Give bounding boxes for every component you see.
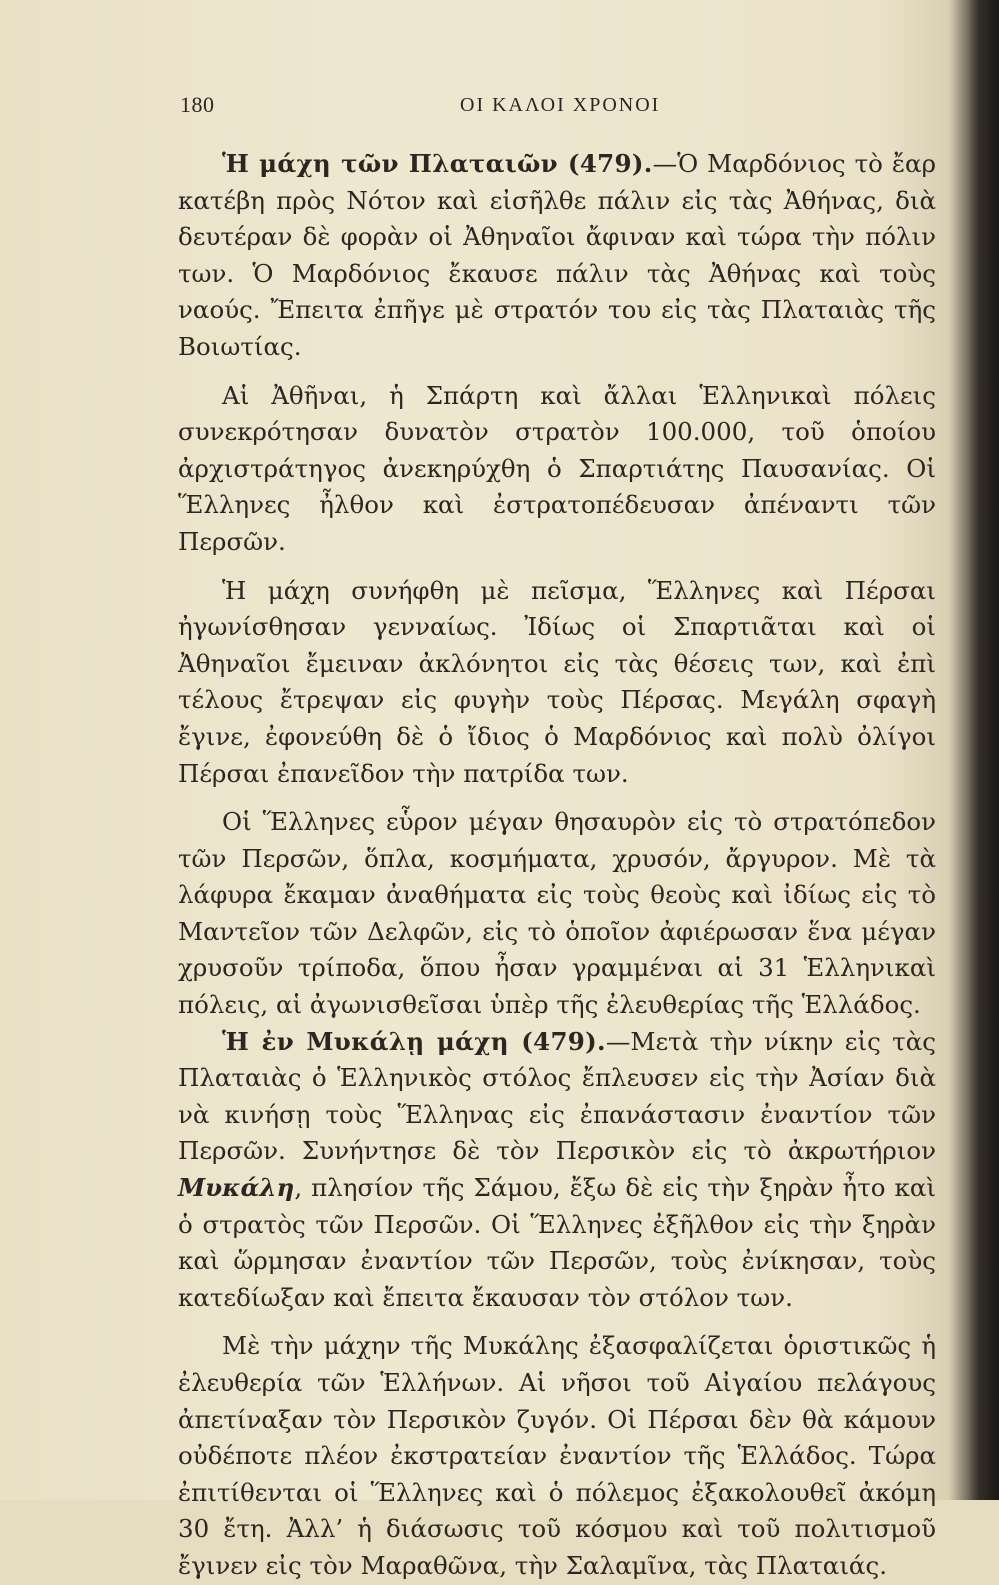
plataea-text-1: —Ὁ Μαρδόνιος τὸ ἔαρ κατέβη πρὸς Νότον καὶ εἰσῆλθε πάλιν εἰς τὰς Ἀθήνας, διὰ δευτέραν δὲ φορὰν οἱ Ἀθηναῖοι ἄφιναν καὶ τώρα τὴν πόλιν των. Ὁ Μαρδόνιος ἔκαυσε πάλιν τὰς Ἀθήνας καὶ τοὺς ναούς. Ἔπειτα ἐπῆγε μὲ στρατόν του εἰς τὰς Πλαταιὰς τῆς Βοιωτίας.: [178, 149, 937, 361]
plataea-paragraph-4: Οἱ Ἕλληνες εὗρον μέγαν θησαυρὸν εἰς τὸ στρατόπεδον τῶν Περσῶν, ὅπλα, κοσμήματα, χρυσόν, ἄργυρον. Μὲ τὰ λάφυρα ἔκαμαν ἀναθήματα εἰς τοὺς θεοὺς καὶ ἰδίως εἰς τὸ Μαντεῖον τῶν Δελφῶν, εἰς τὸ ὁποῖον ἀφιέρωσαν ἕνα μέγαν χρυσοῦν τρίποδα, ὅπου ἦσαν γραμμέναι αἱ 31 Ἑλληνικαὶ πόλεις, αἱ ἀγωνισθεῖσαι ὑπὲρ τῆς ἐλευθερίας τῆς Ἑλλάδος.: [178, 807, 936, 1020]
section-title-mycale: Ἡ ἐν Μυκάλῃ μάχη (479).: [222, 1026, 606, 1056]
mycale-place-name: Μυκάλη: [178, 1173, 295, 1203]
page-number: 180: [180, 92, 215, 117]
page-header: [180, 92, 940, 128]
plataea-paragraph-2: Αἱ Ἀθῆναι, ἡ Σπάρτη καὶ ἄλλαι Ἑλληνικαὶ πόλεις συνεκρότησαν δυνατὸν στρατὸν 100.000, τοῦ ὁποίου ἀρχιστράτηγος ἀνεκηρύχθη ὁ Σπαρτιάτης Παυσανίας. Οἱ Ἕλληνες ἦλθον καὶ ἐστρατοπέδευσαν ἀπέναντι τῶν Περσῶν.: [178, 380, 936, 556]
section-title-plataea: Ἡ μάχη τῶν Πλαταιῶν (479).: [222, 149, 653, 178]
plataea-paragraph-1: [178, 146, 936, 366]
mycale-text-1b: , πλησίον τῆς Σάμου, ἔξω δὲ εἰς τὴν ξηρὰν ἦτο καὶ ὁ στρατὸς τῶν Περσῶν. Οἱ Ἕλληνες ἐξῆλθον εἰς τὴν ξηρὰν καὶ ὥρμησαν ἐναντίον τῶν Περσῶν, τοὺς ἐνίκησαν, τοὺς κατεδίωξαν καὶ ἔπειτα ἔκαυσαν τὸν στόλον των.: [178, 1173, 936, 1312]
body-text: [178, 146, 936, 1585]
mycale-paragraph-1: [178, 1024, 936, 1317]
mycale-paragraph-2: Μὲ τὴν μάχην τῆς Μυκάλης ἐξασφαλίζεται ὁριστικῶς ἡ ἐλευθερία τῶν Ἑλλήνων. Αἱ νῆσοι τοῦ Αἰγαίου πελάγους ἀπετίναξαν τὸν Περσικὸν ζυγόν. Οἱ Πέρσαι δὲν θὰ κάμουν οὐδέποτε πλέον ἐκστρατείαν ἐναντίον τῆς Ἑλλάδος. Τώρα ἐπιτίθενται οἱ Ἕλληνες καὶ ὁ πόλεμος ἐξακολουθεῖ ἀκόμη 30 ἔτη. Ἀλλ’ ἡ διάσωσις τοῦ κόσμου καὶ τοῦ πολιτισμοῦ ἔγινεν εἰς τὸν Μαραθῶνα, τὴν Σαλαμῖνα, τὰς Πλαταιάς.: [178, 1331, 936, 1580]
plataea-paragraph-3: Ἡ μάχη συνήφθη μὲ πεῖσμα, Ἕλληνες καὶ Πέρσαι ἠγωνίσθησαν γενναίως. Ἰδίως οἱ Σπαρτιᾶται καὶ οἱ Ἀθηναῖοι ἔμειναν ἀκλόνητοι εἰς τὰς θέσεις των, καὶ ἐπὶ τέλους ἔτρεψαν εἰς φυγὴν τοὺς Πέρσας. Μεγάλη σφαγὴ ἔγινε, ἐφονεύθη δὲ ὁ ἴδιος ὁ Μαρδόνιος καὶ πολὺ ὀλίγοι Πέρσαι ἐπανεῖδον τὴν πατρίδα των.: [178, 575, 936, 788]
mycale-text-1a: —Μετὰ τὴν νίκην εἰς τὰς Πλαταιὰς ὁ Ἑλληνικὸς στόλος ἔπλευσεν εἰς τὴν Ἀσίαν διὰ νὰ κινήσῃ τοὺς Ἕλληνας εἰς ἐπανάστασιν ἐναντίον τῶν Περσῶν. Συνήντησε δὲ τὸν Περσικὸν εἰς τὸ ἀκρωτήριον: [178, 1026, 936, 1166]
running-title: ΟΙ ΚΑΛΟΙ ΧΡΟΝΟΙ: [460, 94, 661, 116]
page-edge-shadow: [969, 0, 999, 1500]
